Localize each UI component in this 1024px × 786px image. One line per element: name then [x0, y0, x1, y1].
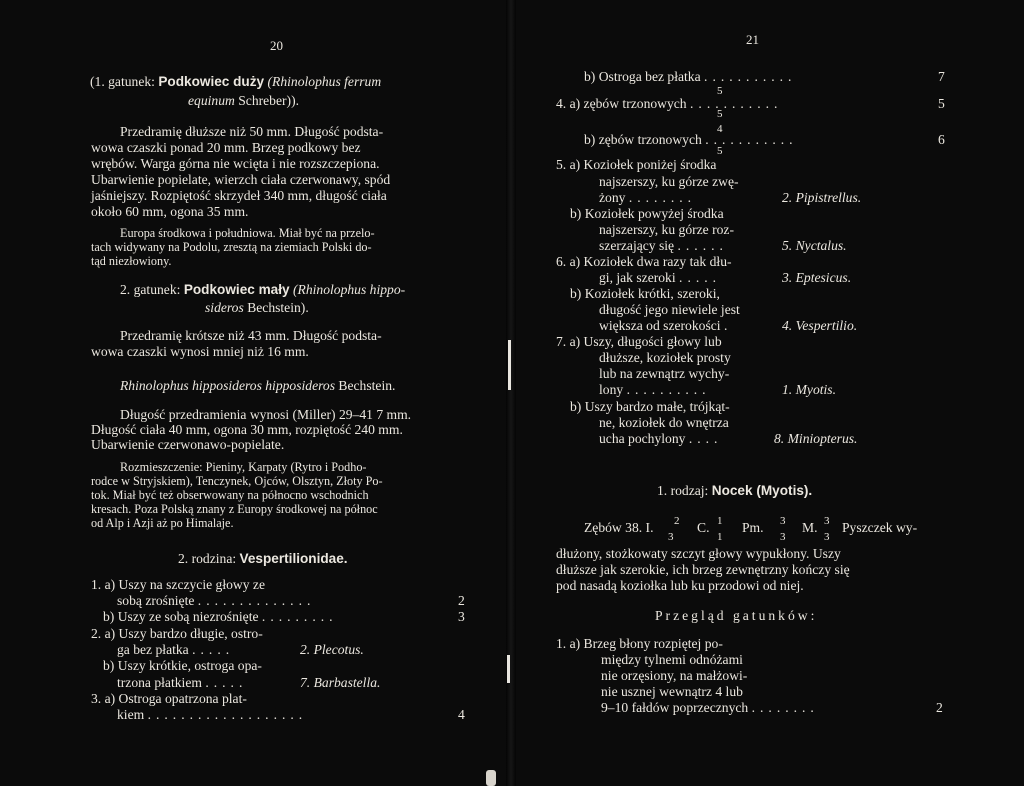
- species-author: Bechstein).: [247, 300, 309, 315]
- page-number: 20: [270, 38, 283, 53]
- key-line: między tylnemi odnóżami: [601, 652, 743, 667]
- species-heading: [90, 74, 381, 90]
- text-line: Przedramię dłuższe niż 50 mm. Długość podsta-: [120, 124, 384, 139]
- key-line: najszerszy, ku górze roz-: [599, 222, 734, 237]
- key-line: 3. a) Ostroga opatrzona plat-: [91, 691, 247, 706]
- key-result: 7: [938, 69, 945, 84]
- text-line: Przedramię krótsze niż 43 mm. Długość podsta-: [120, 328, 382, 343]
- text-line: tach widywany na Podolu, zresztą na ziemiach Polski do-: [91, 240, 372, 254]
- fraction-denominator: 5: [717, 145, 723, 157]
- species-heading: [120, 282, 405, 298]
- overview-heading: Przegląd gatunków:: [655, 608, 818, 623]
- genus-heading: [657, 483, 812, 499]
- formula-denominator: 3: [780, 531, 786, 543]
- key-line: nie orzęsiony, na małżowi-: [601, 668, 748, 683]
- key-line: 5. a) Koziołek poniżej środka: [556, 157, 717, 172]
- key-result: 2. Plecotus.: [300, 642, 364, 657]
- key-line: 2. a) Uszy bardzo długie, ostro-: [91, 626, 263, 641]
- species-name: Podkowiec duży: [158, 74, 265, 89]
- dental-formula-lead: Zębów 38. I.: [584, 520, 654, 535]
- page-number: 21: [746, 32, 759, 47]
- family-name: Vespertilionidae.: [239, 551, 348, 566]
- key-result: 2: [936, 700, 943, 715]
- species-latin: sideros: [205, 300, 244, 315]
- key-line: trzona płatkiem .....: [117, 675, 248, 690]
- key-result: 2. Pipistrellus.: [782, 190, 862, 205]
- key-line: 4. a) zębów trzonowych ...........: [556, 96, 783, 111]
- fraction-numerator: 4: [717, 123, 723, 135]
- formula-denominator: 3: [668, 531, 674, 543]
- key-result: 3. Eptesicus.: [782, 270, 852, 285]
- text-line: Europa środkowa i południowa. Miał być na przelo-: [120, 226, 375, 240]
- right-page: [512, 0, 1024, 786]
- text-line: tąd niezłowiony.: [91, 254, 172, 268]
- key-line: ga bez płatka .....: [117, 642, 235, 657]
- text-line: Długość przedramienia wynosi (Miller) 29–41 7 mm.: [120, 407, 412, 422]
- text-line: kresach. Poza Polską znany z Europy środkowej na północ: [91, 502, 378, 516]
- key-line: kiem ...................: [117, 707, 308, 722]
- species-heading-cont: [188, 93, 299, 109]
- key-line: b) Uszy ze sobą niezrośnięte .........: [103, 609, 338, 624]
- key-result: 6: [938, 132, 945, 147]
- key-result: 8. Miniopterus.: [774, 431, 858, 446]
- text-line: dłużony, stożkowaty szczyt głowy wypukłony. Uszy: [556, 546, 841, 561]
- key-line: ucha pochylony ....: [599, 431, 723, 446]
- formula-denominator: 3: [824, 531, 830, 543]
- formula-label: M.: [802, 520, 818, 535]
- text-line: Rozmieszczenie: Pieniny, Karpaty (Rytro i Podho-: [120, 460, 367, 474]
- species-latin: equinum: [188, 93, 235, 108]
- genus-name: Nocek (Myotis).: [711, 483, 813, 498]
- text-line: dłuższe jak szerokie, ich brzeg zewnętrzny kończy się: [556, 562, 850, 577]
- text-line: jaśniejszy. Rozpiętość skrzydeł 340 mm, długość ciała: [91, 188, 387, 203]
- key-result: 4: [458, 707, 465, 722]
- formula-label: C.: [697, 520, 710, 535]
- key-line: b) Koziołek krótki, szeroki,: [570, 286, 720, 301]
- subspecies-author: Bechstein.: [338, 378, 396, 393]
- key-result: 5: [938, 96, 945, 111]
- family-number: 2. rodzina:: [178, 551, 237, 566]
- text-line: Ubarwienie popielate, wierzch ciała czerwonawy, spód: [91, 172, 391, 187]
- key-line: nie usznej wewnątrz 4 lub: [601, 684, 743, 699]
- text-line: Pyszczek wy-: [842, 520, 918, 535]
- text-line: rodce w Stryjskiem), Tenczynek, Ojców, Olsztyn, Złoty Po-: [91, 474, 383, 488]
- key-line: b) Uszy bardzo małe, trójkąt-: [570, 399, 730, 414]
- genus-number: 1. rodzaj:: [657, 483, 709, 498]
- formula-label: Pm.: [742, 520, 764, 535]
- key-result: 2: [458, 593, 465, 608]
- key-line: b) Uszy krótkie, ostroga opa-: [103, 658, 262, 673]
- key-line: 6. a) Koziołek dwa razy tak dłu-: [556, 254, 732, 269]
- key-line: lony ..........: [599, 382, 711, 397]
- text-line: wowa czaszki ponad 20 mm. Brzeg podkowy bez: [91, 140, 361, 155]
- key-result: 1. Myotis.: [782, 382, 836, 397]
- formula-numerator: 3: [824, 515, 830, 527]
- key-result: 3: [458, 609, 465, 624]
- formula-numerator: 2: [674, 515, 680, 527]
- formula-numerator: 3: [780, 515, 786, 527]
- key-line: sobą zrośnięte ..............: [117, 593, 316, 608]
- subspecies-latin: Rhinolophus hipposideros hipposideros: [120, 378, 335, 393]
- key-line: b) Ostroga bez płatka ...........: [584, 69, 797, 84]
- species-name: Podkowiec mały: [183, 282, 290, 297]
- formula-numerator: 1: [717, 515, 723, 527]
- formula-denominator: 1: [717, 531, 723, 543]
- species-author: Schreber)).: [238, 93, 299, 108]
- fraction-denominator: 5: [717, 108, 723, 120]
- fraction-numerator: 5: [717, 85, 723, 97]
- species-number: (1. gatunek:: [90, 74, 155, 89]
- key-line: żony ........: [599, 190, 697, 205]
- key-line: b) zębów trzonowych ...........: [584, 132, 798, 147]
- text-line: Długość ciała 40 mm, ogona 30 mm, rozpiętość 240 mm.: [91, 422, 403, 437]
- key-line: długość jego niewiele jest: [599, 302, 740, 317]
- subspecies-heading: [120, 378, 395, 394]
- text-line: Ubarwienie czerwonawo-popielate.: [91, 437, 285, 452]
- key-line: lub na zewnątrz wychy-: [599, 366, 730, 381]
- key-line: 9–10 fałdów poprzecznych ........: [601, 700, 819, 715]
- key-result: 7. Barbastella.: [300, 675, 381, 690]
- key-line: ne, koziołek do wnętrza: [599, 415, 729, 430]
- key-line: szerzający się ......: [599, 238, 728, 253]
- family-heading: [178, 551, 348, 567]
- key-line: gi, jak szeroki .....: [599, 270, 722, 285]
- text-line: tok. Miał być też obserwowany na północno wschodnich: [91, 488, 369, 502]
- key-line: najszerszy, ku górze zwę-: [599, 174, 739, 189]
- key-line: 7. a) Uszy, długości głowy lub: [556, 334, 722, 349]
- key-line: 1. a) Uszy na szczycie głowy ze: [91, 577, 265, 592]
- key-line: dłuższe, koziołek prosty: [599, 350, 731, 365]
- text-line: pod nasadą koziołka lub ku przodowi od niej.: [556, 578, 804, 593]
- species-heading-cont: [205, 300, 309, 316]
- species-latin: (Rhinolophus ferrum: [267, 74, 382, 89]
- key-result: 4. Vespertilio.: [782, 318, 858, 333]
- key-line: 1. a) Brzeg błony rozpiętej po-: [556, 636, 723, 651]
- species-latin: (Rhinolophus hippo-: [293, 282, 406, 297]
- key-result: 5. Nyctalus.: [782, 238, 847, 253]
- text-line: wowa czaszki wynosi mniej niż 16 mm.: [91, 344, 309, 359]
- text-line: około 60 mm, ogona 35 mm.: [91, 204, 249, 219]
- key-line: większa od szerokości .: [599, 318, 733, 333]
- text-line: wrębów. Warga górna nie wcięta i nie rozszczepiona.: [91, 156, 380, 171]
- text-line: od Alp i Azji aż po Himalaje.: [91, 516, 234, 530]
- species-number: 2. gatunek:: [120, 282, 181, 297]
- key-line: b) Koziołek powyżej środka: [570, 206, 724, 221]
